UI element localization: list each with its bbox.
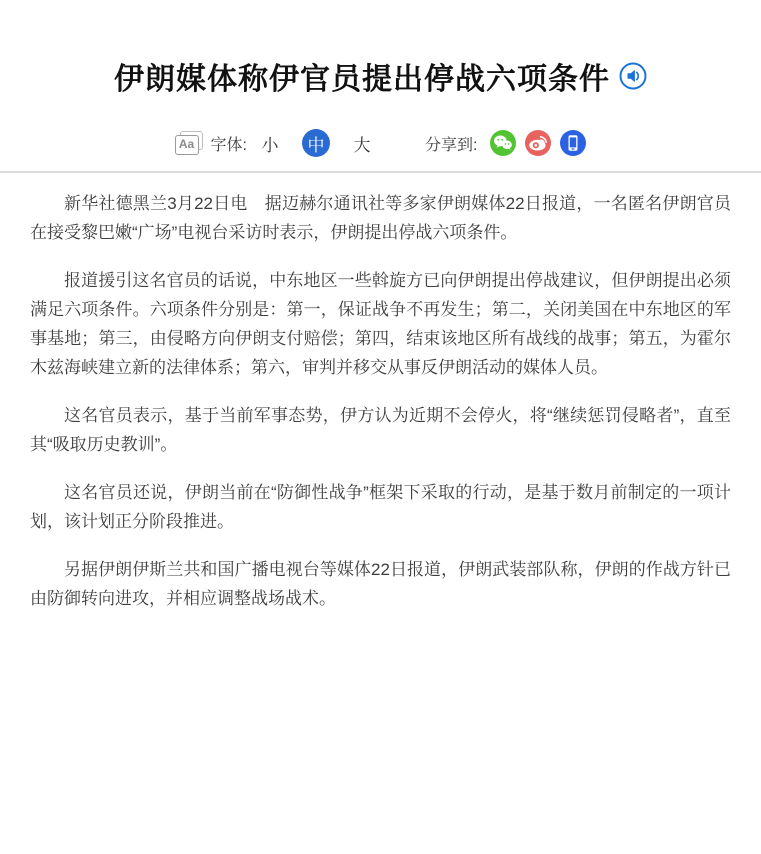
font-size-small-button[interactable]: 小 — [261, 135, 279, 155]
page-title-text: 伊朗媒体称伊官员提出停战六项条件 — [114, 63, 610, 96]
share-wechat-icon[interactable] — [490, 130, 516, 156]
article-page — [0, 54, 761, 613]
font-size-large-button[interactable]: 大 — [353, 135, 371, 155]
speaker-icon[interactable] — [619, 62, 647, 90]
font-size-icon — [175, 131, 203, 155]
paragraph-2: 报道援引这名官员的话说，中东地区一些斡旋方已向伊朗提出停战建议，但伊朗提出必须满足六项条件。六项条件分别是：第一，保证战争不再发生；第二，关闭美国在中东地区的军事基地；第三，由侵略方向伊朗支付赔偿；第四，结束该地区所有战线的战事；第五，为霍尔木兹海峡建立新的法律体系；第六，审判并移交从事反伊朗活动的媒体人员。 — [30, 271, 731, 377]
toolbar — [0, 128, 761, 158]
share-label: 分享到: — [425, 136, 478, 154]
paragraph-4: 这名官员还说，伊朗当前在“防御性战争”框架下采取的行动，是基于数月前制定的一项计划，该计划正分阶段推进。 — [30, 483, 731, 531]
paragraph-1: 新华社德黑兰3月22日电 据迈赫尔通讯社等多家伊朗媒体22日报道，一名匿名伊朗官员在接受黎巴嫩“广场”电视台采访时表示，伊朗提出停战六项条件。 — [30, 194, 731, 242]
paragraph-3: 这名官员表示，基于当前军事态势，伊方认为近期不会停火，将“继续惩罚侵略者”，直至其“吸取历史教训”。 — [30, 406, 731, 454]
share-weibo-icon[interactable] — [525, 130, 551, 156]
font-size-icon-text: Aa — [175, 135, 199, 155]
font-label: 字体: — [210, 136, 247, 154]
share-mobile-icon[interactable] — [560, 130, 586, 156]
paragraph-5: 另据伊朗伊斯兰共和国广播电视台等媒体22日报道，伊朗武装部队称，伊朗的作战方针已由防御转向进攻，并相应调整战场战术。 — [30, 560, 731, 608]
font-size-medium-button[interactable]: 中 — [302, 129, 330, 157]
page-title — [0, 54, 761, 98]
article-body — [0, 173, 761, 613]
